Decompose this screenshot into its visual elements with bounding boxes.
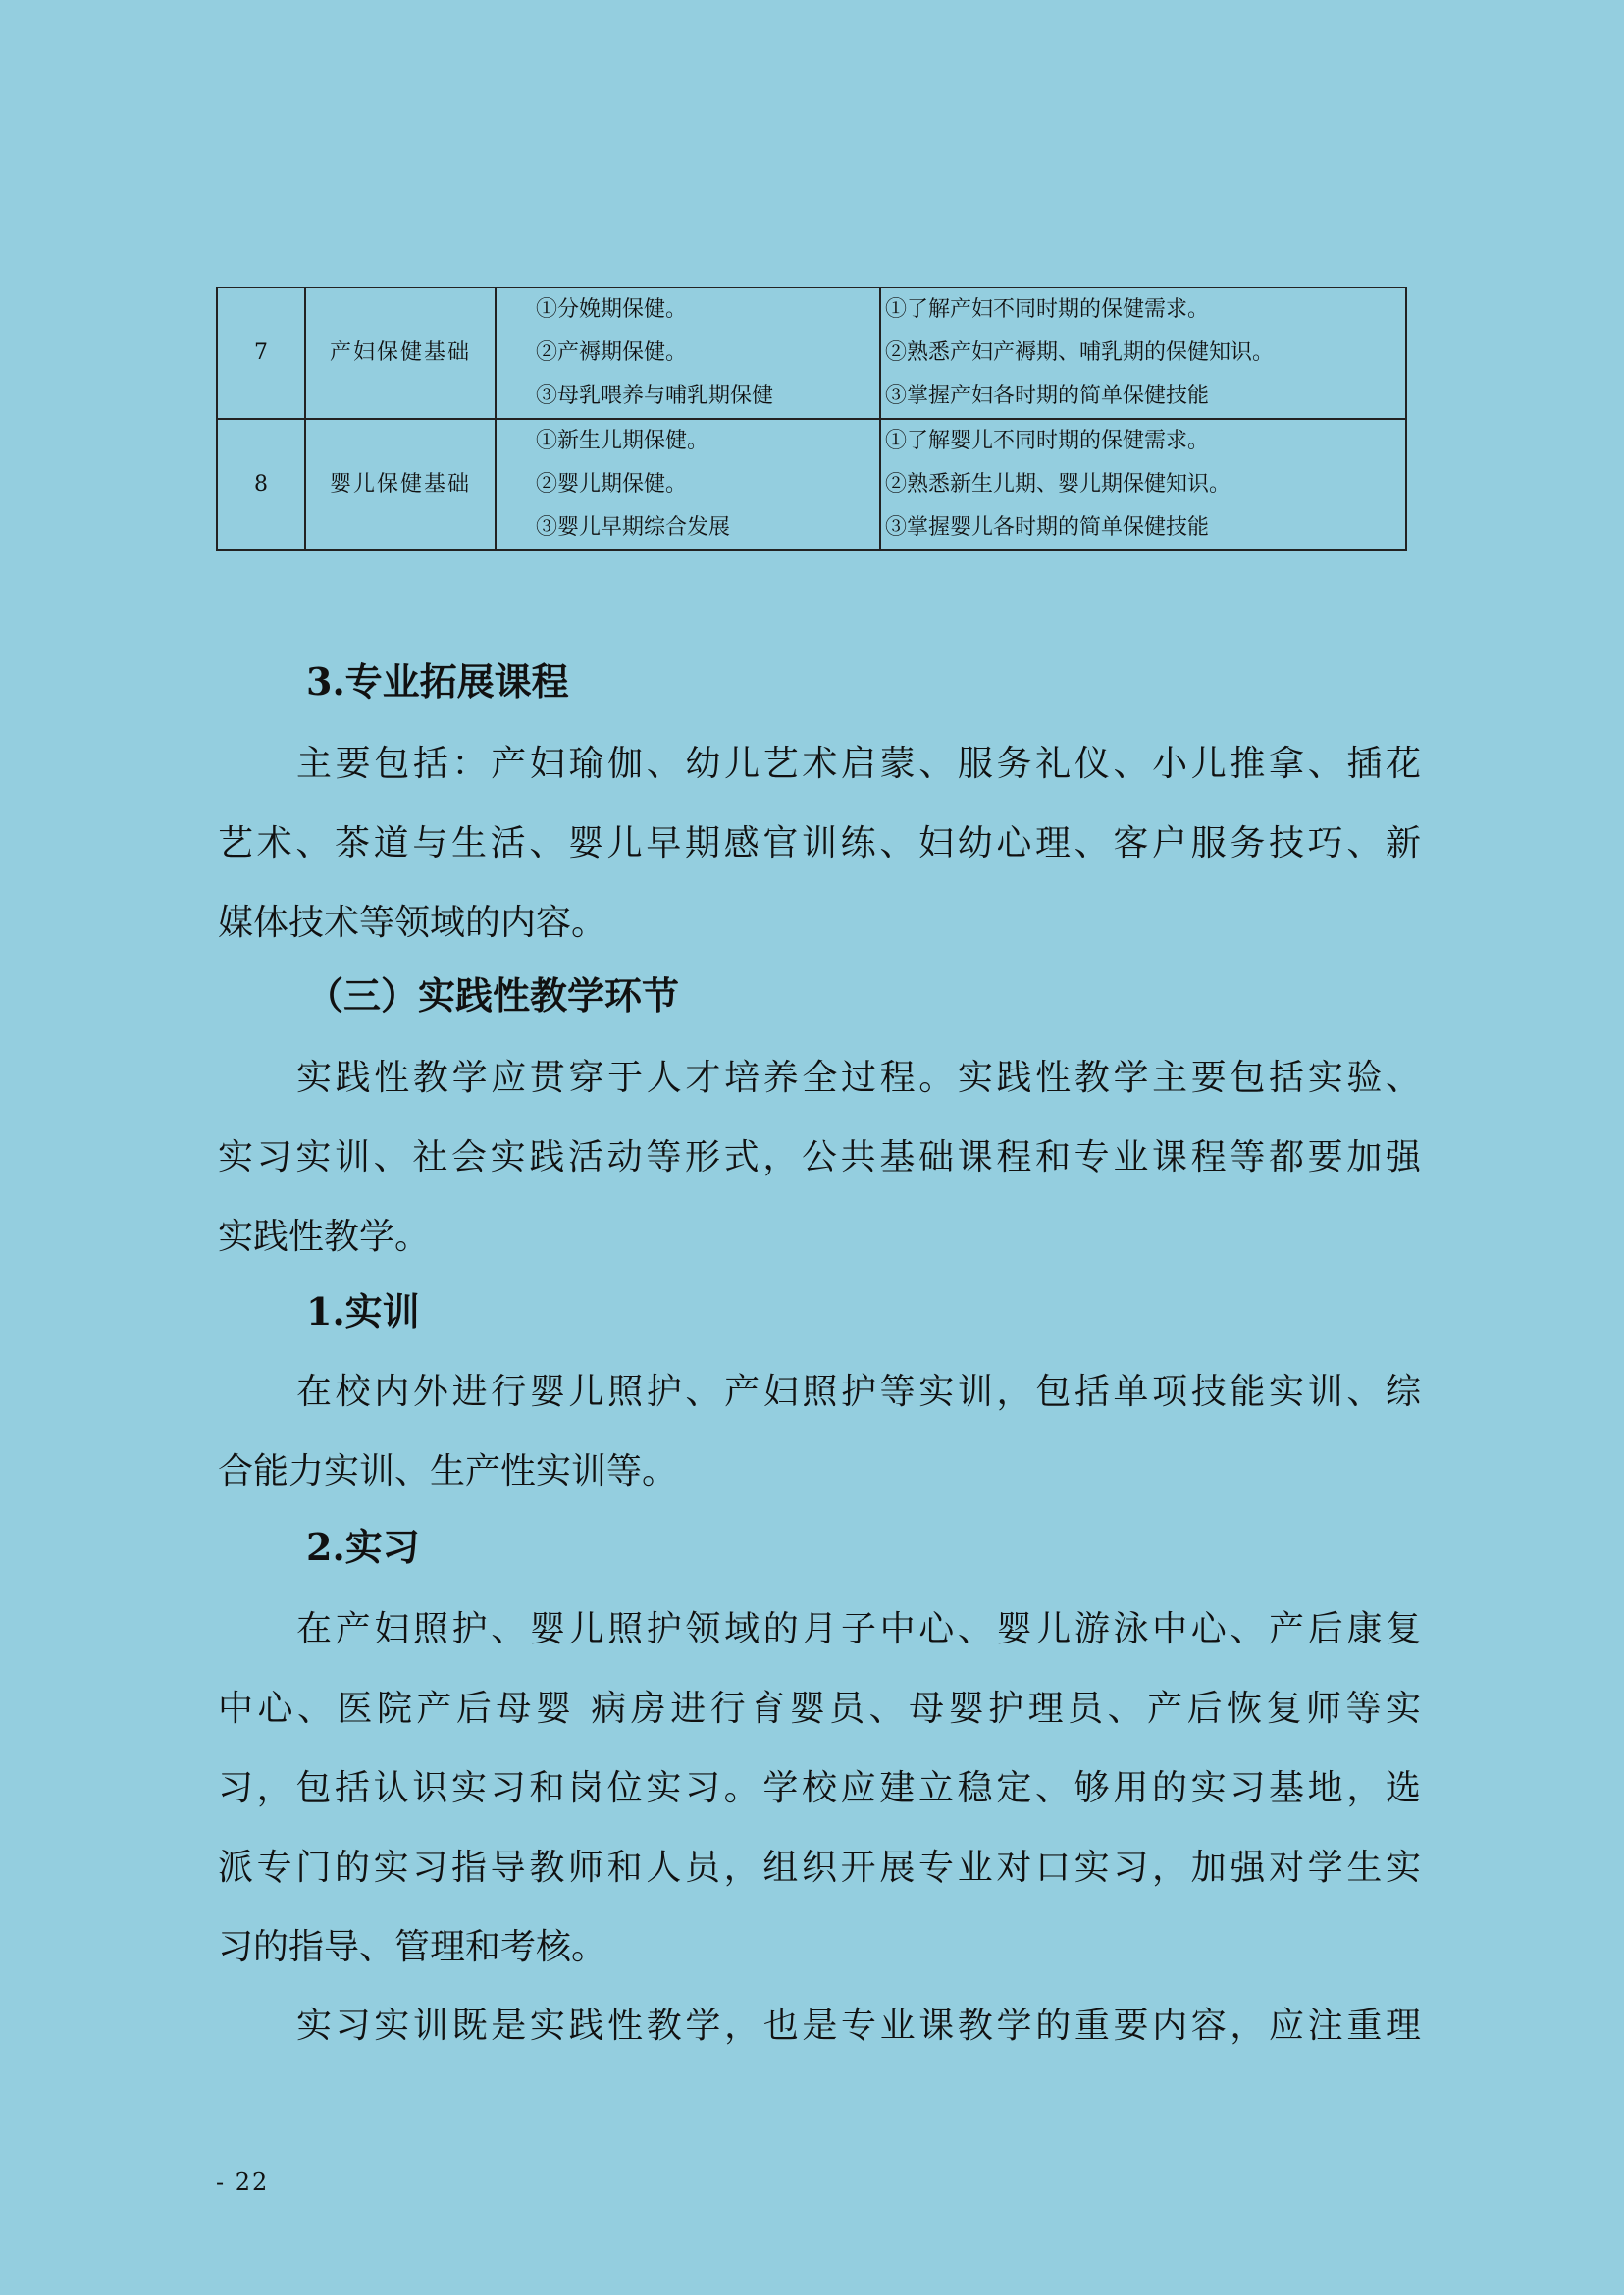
paragraph-extension-courses bbox=[218, 724, 1421, 963]
content-item: ③婴儿早期综合发展 bbox=[536, 515, 731, 540]
paragraph-line: 主要包括：产妇瑜伽、幼儿艺术启蒙、服务礼仪、小儿推拿、插花 bbox=[296, 744, 1421, 784]
goal-item: ①了解产妇不同时期的保健需求。 bbox=[885, 297, 1210, 322]
paragraph-line: 实习实训、社会实践活动等形式，公共基础课程和专业课程等都要加强 bbox=[218, 1137, 1421, 1177]
content-item: ①新生儿期保健。 bbox=[536, 429, 709, 453]
goal-item: ①了解婴儿不同时期的保健需求。 bbox=[885, 429, 1210, 453]
paragraph-internship bbox=[218, 1590, 1421, 1987]
paragraph-line: 派专门的实习指导教师和人员，组织开展专业对口实习，加强对学生实 bbox=[218, 1848, 1421, 1888]
course-table bbox=[216, 287, 1407, 551]
paragraph-line: 在校内外进行婴儿照护、产妇照护等实训，包括单项技能实训、综 bbox=[296, 1372, 1421, 1412]
paragraph-line: 媒体技术等领域的内容。 bbox=[218, 903, 607, 943]
paragraph-line: 实践性教学。 bbox=[218, 1217, 431, 1257]
section-heading-extension-courses: 3.专业拓展课程 bbox=[306, 659, 569, 704]
course-number: 7 bbox=[217, 287, 305, 419]
table-row bbox=[217, 287, 1406, 419]
goal-item: ③掌握婴儿各时期的简单保健技能 bbox=[885, 515, 1210, 540]
course-content bbox=[496, 419, 880, 550]
table-row bbox=[217, 419, 1406, 550]
paragraph-line: 实践性教学应贯穿于人才培养全过程。实践性教学主要包括实验、 bbox=[296, 1058, 1421, 1098]
paragraph-practice-teaching bbox=[218, 1038, 1421, 1277]
paragraph-line: 中心、医院产后母婴 病房进行育婴员、母婴护理员、产后恢复师等实 bbox=[218, 1689, 1421, 1729]
paragraph-line: 合能力实训、生产性实训等。 bbox=[218, 1451, 678, 1491]
content-item: ①分娩期保健。 bbox=[536, 297, 688, 322]
section-heading-training: 1.实训 bbox=[306, 1289, 420, 1333]
content-item: ③母乳喂养与哺乳期保健 bbox=[536, 384, 774, 408]
paragraph-line: 习的指导、管理和考核。 bbox=[218, 1927, 607, 1967]
paragraph-line: 实习实训既是实践性教学，也是专业课教学的重要内容，应注重理 bbox=[296, 2006, 1421, 2046]
section-heading-internship: 2.实习 bbox=[306, 1525, 420, 1569]
paragraph-practice-summary bbox=[218, 1986, 1421, 2065]
paragraph-line: 习，包括认识实习和岗位实习。学校应建立稳定、够用的实习基地，选 bbox=[218, 1768, 1421, 1808]
course-name: 婴儿保健基础 bbox=[305, 419, 496, 550]
content-item: ②婴儿期保健。 bbox=[536, 472, 688, 496]
course-goals bbox=[880, 287, 1406, 419]
paragraph-line: 艺术、茶道与生活、婴儿早期感官训练、妇幼心理、客户服务技巧、新 bbox=[218, 823, 1421, 863]
content-item: ②产褥期保健。 bbox=[536, 340, 688, 365]
goal-item: ③掌握产妇各时期的简单保健技能 bbox=[885, 384, 1210, 408]
goal-item: ②熟悉产妇产褥期、哺乳期的保健知识。 bbox=[885, 340, 1275, 365]
course-content bbox=[496, 287, 880, 419]
paragraph-line: 在产妇照护、婴儿照护领域的月子中心、婴儿游泳中心、产后康复 bbox=[296, 1609, 1421, 1649]
course-number: 8 bbox=[217, 419, 305, 550]
goal-item: ②熟悉新生儿期、婴儿期保健知识。 bbox=[885, 472, 1231, 496]
section-heading-practice-teaching: （三）实践性教学环节 bbox=[306, 973, 680, 1017]
page-number: - 22 bbox=[216, 2168, 270, 2196]
course-goals bbox=[880, 419, 1406, 550]
paragraph-training bbox=[218, 1352, 1421, 1511]
course-name: 产妇保健基础 bbox=[305, 287, 496, 419]
